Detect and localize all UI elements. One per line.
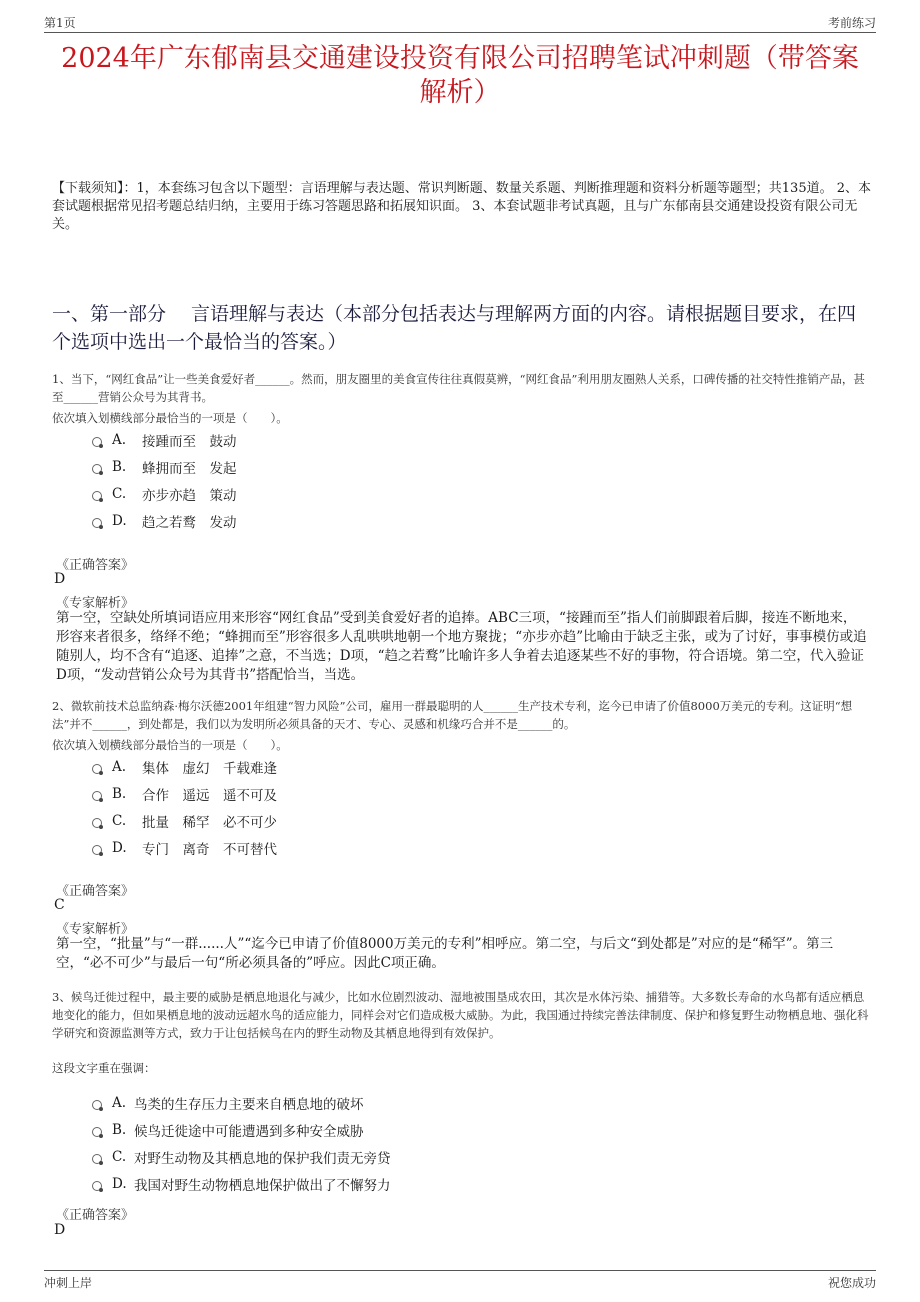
page-footer [44, 1270, 876, 1291]
option-b[interactable]: B. 蜂拥而至 发起 [92, 453, 237, 480]
answer-label: 《正确答案》 [56, 558, 135, 573]
radio-icon[interactable] [92, 518, 102, 528]
question-2-text: 2、微软前技术总监纳森·梅尔沃德2001年组建“智力风险”公司，雇用一群最聪明的人______生产技术专利，迄今已申请了价值8000万美元的专利。这证明“想法”并不______，到处都是，我们以为发明所必须具备的天才、专心、灵感和机缘巧合并不是______的。 [52, 699, 853, 731]
option-c[interactable]: C. 批量 稀罕 必不可少 [92, 807, 277, 834]
answer-label: 《正确答案》 [56, 1208, 135, 1223]
option-a[interactable]: A. 鸟类的生存压力主要来自栖息地的破坏 [92, 1089, 391, 1116]
option-c[interactable]: C. 亦步亦趋 策动 [92, 480, 237, 507]
question-1-options [92, 426, 237, 534]
question-1-instruction: 依次填入划横线部分最恰当的一项是（ ）。 [52, 411, 288, 425]
download-notice: 【下载须知】：1，本套练习包含以下题型：言语理解与表达题、常识判断题、数量关系题、判断推理题和资料分析题等题型；共135道。 2、本套试题根据常见招考题总结归纳，主要用于练习答题思路和拓展知识面。 3、本套试题非考试真题，且与广东郁南县交通建设投资有限公司无关。 [52, 181, 871, 232]
option-b[interactable]: B. 合作 遥远 遥不可及 [92, 780, 277, 807]
radio-icon[interactable] [92, 764, 102, 774]
question-3-instruction: 这段文字重在强调： [52, 1061, 156, 1075]
radio-icon[interactable] [92, 1154, 102, 1164]
analysis-text: 第一空，空缺处所填词语应用来形容“网红食品”受到美食爱好者的追捧。ABC三项，“接踵而至”指人们前脚跟着后脚，接连不断地来，形容来者很多，络绎不绝；“蜂拥而至”形容很多人乱哄哄地朝一个地方聚拢；“亦步亦趋”比喻由于缺乏主张，或为了讨好，事事模仿或追随别人，均不含有“追逐、追捧”之意，不当选；D项，“趋之若鹜”比喻许多人争着去追逐某些不好的事物，符合语境。第二空，代入验证D项，“发动营销公众号为其背书”搭配恰当，当选。 [56, 610, 867, 683]
answer-label: 《正确答案》 [56, 884, 135, 899]
answer-value: D [54, 1222, 66, 1238]
document-title: 2024年广东郁南县交通建设投资有限公司招聘笔试冲刺题（带答案解析） [61, 43, 859, 108]
radio-icon[interactable] [92, 818, 102, 828]
section-title: 一、第一部分 言语理解与表达（本部分包括表达与理解两方面的内容。请根据题目要求，在四个选项中选出一个最恰当的答案。） [52, 303, 857, 353]
radio-icon[interactable] [92, 791, 102, 801]
option-a[interactable]: A. 接踵而至 鼓动 [92, 426, 237, 453]
question-1-text: 1、当下，“网红食品”让一些美食爱好者______。然而，朋友圈里的美食宣传往往真假莫辨，“网红食品”利用朋友圈熟人关系，口碑传播的社交特性推销产品，甚至______营销公众号为其背书。 [52, 372, 865, 404]
question-2-instruction: 依次填入划横线部分最恰当的一项是（ ）。 [52, 738, 288, 752]
radio-icon[interactable] [92, 491, 102, 501]
option-b[interactable]: B. 候鸟迁徙途中可能遭遇到多种安全威胁 [92, 1116, 391, 1143]
option-d[interactable]: D. 趋之若鹜 发动 [92, 507, 237, 534]
question-2-options [92, 753, 277, 861]
radio-icon[interactable] [92, 437, 102, 447]
analysis-label: 《专家解析》 [56, 922, 135, 937]
question-3-text: 3、候鸟迁徙过程中，最主要的威胁是栖息地退化与减少，比如水位剧烈波动、湿地被围垦成农田，其次是水体污染、捕猎等。大多数长寿命的水鸟都有适应栖息地变化的能力，但如果栖息地的波动远超水鸟的适应能力，同样会对它们造成极大威胁。为此，我国通过持续完善法律制度、保护和修复野生动物栖息地、强化科学研究和资源监测等方式，致力于让包括候鸟在内的野生动物及其栖息地得到有效保护。 [52, 990, 869, 1040]
footer-right: 祝您成功 [827, 1276, 876, 1290]
radio-icon[interactable] [92, 1100, 102, 1110]
option-d[interactable]: D. 专门 离奇 不可替代 [92, 834, 277, 861]
option-c[interactable]: C. 对野生动物及其栖息地的保护我们责无旁贷 [92, 1143, 391, 1170]
answer-value: D [54, 571, 66, 587]
header-tag: 考前练习 [827, 16, 876, 30]
option-d[interactable]: D. 我国对野生动物栖息地保护做出了不懈努力 [92, 1170, 391, 1197]
answer-value: C [54, 897, 65, 913]
analysis-text: 第一空，“批量”与“一群......人”“迄今已申请了价值8000万美元的专利”相呼应。第二空，与后文“到处都是”对应的是“稀罕”。第三空，“必不可少”与最后一句“所必须具备的”呼应。因此C项正确。 [56, 936, 834, 971]
page-number: 第1页 [44, 16, 76, 30]
radio-icon[interactable] [92, 1127, 102, 1137]
radio-icon[interactable] [92, 1181, 102, 1191]
page-header [44, 12, 876, 33]
option-a[interactable]: A. 集体 虚幻 千载难逢 [92, 753, 277, 780]
analysis-label: 《专家解析》 [56, 596, 135, 611]
radio-icon[interactable] [92, 464, 102, 474]
footer-left: 冲刺上岸 [44, 1276, 93, 1290]
question-3-options [92, 1089, 391, 1197]
radio-icon[interactable] [92, 845, 102, 855]
